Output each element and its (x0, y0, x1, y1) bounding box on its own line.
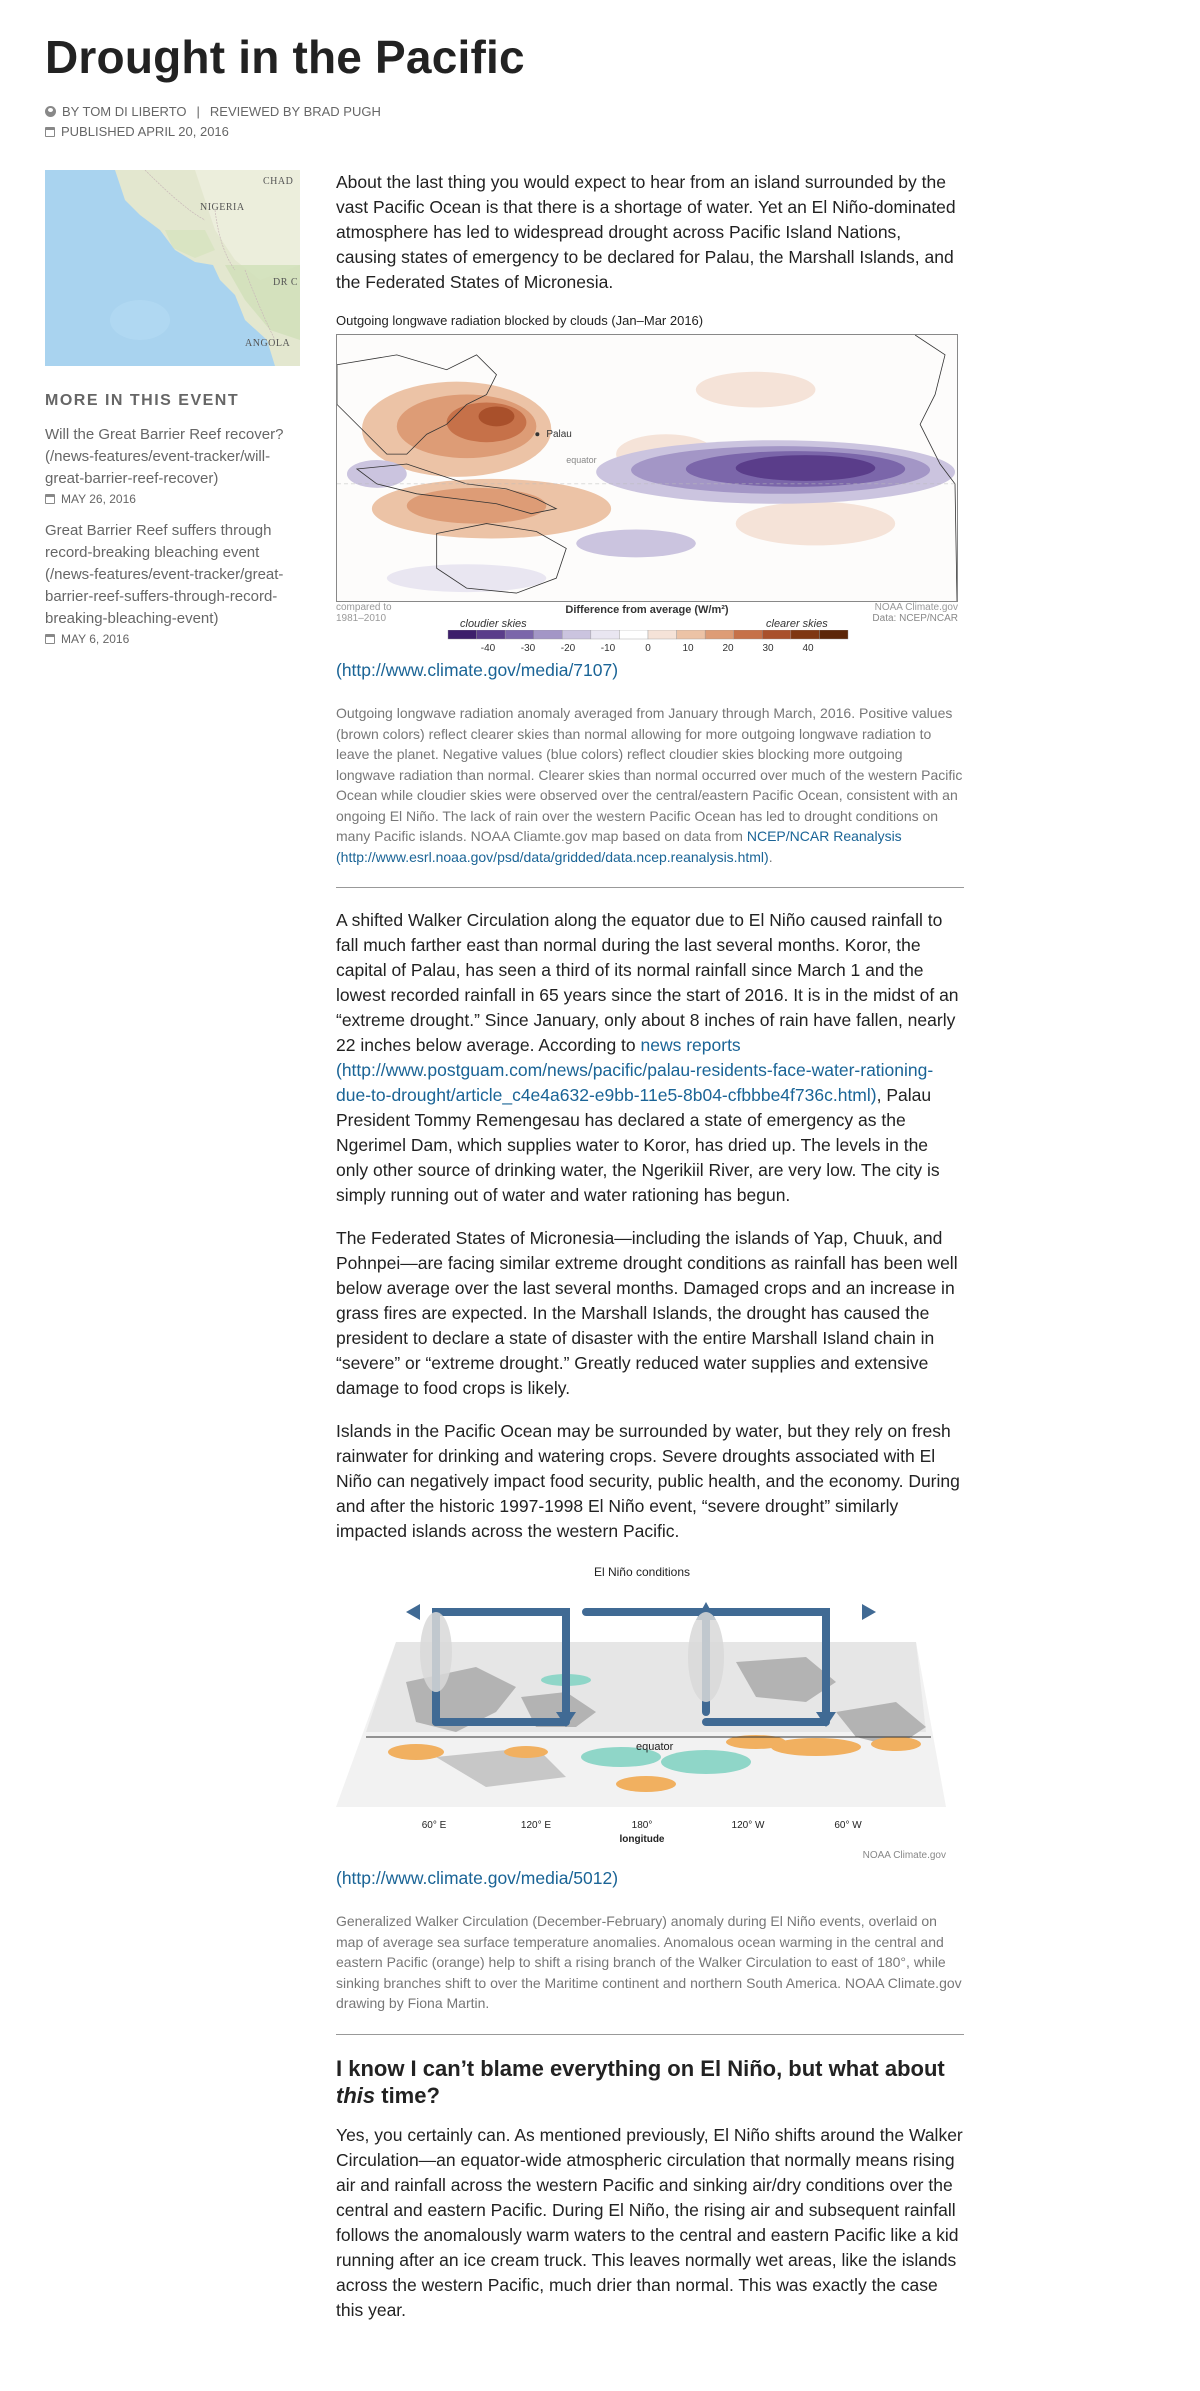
colorbar-tick: -30 (520, 643, 536, 654)
paragraph: Yes, you certainly can. As mentioned previously, El Niño shifts around the Walker Circulation—an equator-wide atmospheric circulation that normally means rising air and rainfall across the western Pacific and sinking air/dry conditions over the central and eastern Pacific. During El Niño, the rising air and subsequent rainfall follows the anomalously warm waters to the central and eastern Pacific like a kid running after an ice cream truck. This leaves normally wet areas, like the islands across the western Pacific, much drier than normal. This was exactly the case this year. (336, 2124, 963, 2320)
map-label: ANGOLA (245, 338, 291, 349)
event-map[interactable] (45, 170, 300, 366)
calendar-icon (45, 494, 55, 504)
colorbar-tick: 20 (722, 643, 734, 654)
paragraph-text: , Palau President Tommy Remengesau has declared a state of emergency as the Ngerimel Dam, which supplies water to Koror, has dried up. The levels in the only other source of drinking water, the Ngerikiil River, are very low. The city is simply running out of water and water rationing has begun. (336, 1085, 940, 1205)
publish-date (45, 124, 229, 139)
longitude-axis-label: longitude (619, 1834, 665, 1845)
divider (336, 2034, 964, 2035)
caption-end: . (768, 848, 773, 865)
colorbar-swatch (448, 630, 477, 639)
colorbar-swatch (562, 630, 591, 639)
colorbar-swatch (705, 630, 734, 639)
olr-anomaly-map[interactable] (336, 334, 958, 602)
related-article-link[interactable]: Will the Great Barrier Reef recover? (/news-features/event-tracker/will-great-barrier-reef-recover) (45, 426, 284, 487)
reanalysis-link[interactable]: NCEP/NCAR Reanalysis (http://www.esrl.noaa.gov/psd/data/gridded/data.ncep.reanalysis.html) (336, 828, 902, 865)
byline (45, 104, 381, 119)
figure1-caption (336, 703, 964, 867)
related-article-link[interactable]: Great Barrier Reef suffers through record-breaking bleaching event (/news-features/event-tracker/great-barrier-reef-suffers-through-record-breaking-bleaching-event) (45, 522, 284, 627)
colorbar-tick: 40 (802, 643, 814, 654)
map-label: DR C (273, 277, 299, 288)
paragraph: The Federated States of Micronesia—including the islands of Yap, Chuuk, and Pohnpei—are facing similar extreme drought conditions as rainfall has been well below average over the last several months. Damaged crops and an increase in grass fires are expected. In the Marshall Islands, the drought has caused the president to declare a state of disaster with the entire Marshall Island chain in “severe” or “extreme drought.” Greatly reduced water supplies and extensive damage to food crops is likely. (336, 1228, 958, 1398)
figure2-credit: NOAA Climate.gov (862, 1850, 946, 1860)
colorbar (336, 630, 958, 654)
colorbar-tick: 30 (762, 643, 774, 654)
list-item (45, 424, 300, 506)
colorbar-swatch (791, 630, 820, 639)
colorbar-tick: -40 (480, 643, 496, 654)
colorbar-swatch (534, 630, 563, 639)
date-text: MAY 26, 2016 (61, 492, 136, 506)
walker-circulation-diagram[interactable] (336, 1562, 958, 1860)
byline-separator: | (196, 104, 200, 119)
event-map-graphic (45, 170, 300, 366)
figure2-link[interactable]: (http://www.climate.gov/media/5012) (336, 1868, 619, 1888)
cloudier-label: cloudier skies (460, 618, 527, 630)
author: BY TOM DI LIBERTO (62, 104, 187, 119)
longitude-tick: 60° E (421, 1820, 447, 1831)
colorbar-swatch (477, 630, 506, 639)
related-article-date (45, 492, 300, 506)
page-title: Drought in the Pacific (45, 31, 525, 83)
publish-date-text: PUBLISHED APRIL 20, 2016 (61, 124, 229, 139)
longitude-tick: 60° W (834, 1820, 862, 1831)
equator-label: equator (636, 1741, 674, 1753)
calendar-icon (45, 127, 55, 137)
paragraph-text: A shifted Walker Circulation along the equator due to El Niño caused rainfall to fall much farther east than normal during the last several months. Koror, the capital of Palau, has seen a third of its normal rainfall since March 1 and the lowest recorded rainfall in 65 years since the start of 2016. It is in the midst of an “extreme drought.” Since January, only about 8 inches of rain have fallen, nearly 22 inches below average. According to (336, 910, 959, 1055)
divider (336, 887, 964, 888)
user-icon (45, 106, 56, 117)
paragraph: Islands in the Pacific Ocean may be surrounded by water, but they rely on fresh rainwater for drinking and watering crops. Severe droughts associated with El Niño can negatively impact food security, public health, and the economy. During and after the historic 1997-1998 El Niño event, “severe drought” similarly impacted islands across the western Pacific. (336, 1421, 960, 1541)
credit-line1: NOAA Climate.gov (874, 602, 958, 613)
figure1-title: Outgoing longwave radiation blocked by clouds (Jan–Mar 2016) (336, 313, 704, 328)
heading-text: I know I can’t blame everything on El Niño, but what about (336, 2055, 945, 2081)
date-text: MAY 6, 2016 (61, 632, 130, 646)
colorbar-tick: 0 (645, 643, 651, 654)
longitude-tick: 120° E (520, 1820, 552, 1831)
figure1-link[interactable]: (http://www.climate.gov/media/7107) (336, 660, 619, 680)
colorbar-swatch (819, 630, 848, 639)
clearer-label: clearer skies (766, 618, 828, 630)
figure2-caption: Generalized Walker Circulation (December-February) anomaly during El Niño events, overlaid on map of average sea surface temperature anomalies. Anomalous ocean warming in the central and eastern Pacific (orange) help to shift a rising branch of the Walker Circulation to east of 180°, while sinking branches shift to over the Maritime continent and northern South America. NOAA Climate.gov drawing by Fiona Martin. (336, 1913, 962, 2011)
colorbar-swatch (734, 630, 763, 639)
map-label: NIGERIA (200, 202, 245, 213)
colorbar-tick: 10 (682, 643, 694, 654)
longitude-tick: 120° W (731, 1820, 765, 1831)
colorbar-tick: -10 (600, 643, 616, 654)
comparison-period: compared to 1981–2010 (336, 602, 392, 624)
news-reports-link[interactable]: news reports (http://www.postguam.com/news/pacific/palau-residents-face-water-rationing-due-to-drought/article_c4e4a632-e9bb-11e5-8b04-cfbbbe4f736c.html) (336, 1035, 934, 1105)
colorbar-swatch (677, 630, 706, 639)
heading-emphasis: this (336, 2082, 376, 2108)
calendar-icon (45, 634, 55, 644)
colorbar-swatch (762, 630, 791, 639)
paragraph (336, 908, 964, 1208)
list-item (45, 520, 300, 646)
colorbar-swatch (648, 630, 677, 639)
heading-text: time? (375, 2082, 440, 2108)
credit-line2: Data: NCEP/NCAR (872, 613, 958, 624)
colorbar-tick: -20 (560, 643, 576, 654)
longitude-tick: 180° (631, 1820, 653, 1831)
colorbar-swatch (591, 630, 620, 639)
sidebar (45, 170, 300, 646)
figure1-legend (336, 602, 958, 652)
figure2-title: El Niño conditions (593, 1565, 691, 1579)
palau-label: Palau (546, 429, 572, 441)
related-article-date (45, 632, 300, 646)
intro-paragraph: About the last thing you would expect to hear from an island surrounded by the vast Pacific Ocean is that there is a shortage of water. Yet an El Niño-dominated atmosphere has led to widespread drought across Pacific Island Nations, causing states of emergency to be declared for Palau, the Marshall Islands, and the Federated States of Micronesia. (336, 172, 956, 292)
more-in-event-heading: MORE IN THIS EVENT (45, 392, 240, 409)
article-body (336, 170, 964, 2341)
caption-text: Outgoing longwave radiation anomaly averaged from January through March, 2016. Positive values (brown colors) reflect clearer skies than normal allowing for more outgoing longwave radiation to leave the planet. Negative values (blue colors) reflect cloudier skies blocking more outgoing longwave radiation than normal. Clearer skies than normal occurred over much of the western Pacific Ocean while cloudier skies were observed over the central/eastern Pacific Ocean, consistent with an ongoing El Niño. The lack of rain over the western Pacific Ocean has led to drought conditions on many Pacific islands. NOAA Cliamte.gov map based on data from (336, 705, 963, 844)
equator-label: equator (566, 455, 597, 466)
legend-title: Difference from average (W/m²) (565, 604, 729, 616)
reviewer: REVIEWED BY BRAD PUGH (209, 104, 381, 119)
colorbar-swatch (619, 630, 648, 639)
map-label: CHAD (263, 176, 294, 187)
section-heading (336, 2055, 964, 2109)
colorbar-swatch (505, 630, 534, 639)
